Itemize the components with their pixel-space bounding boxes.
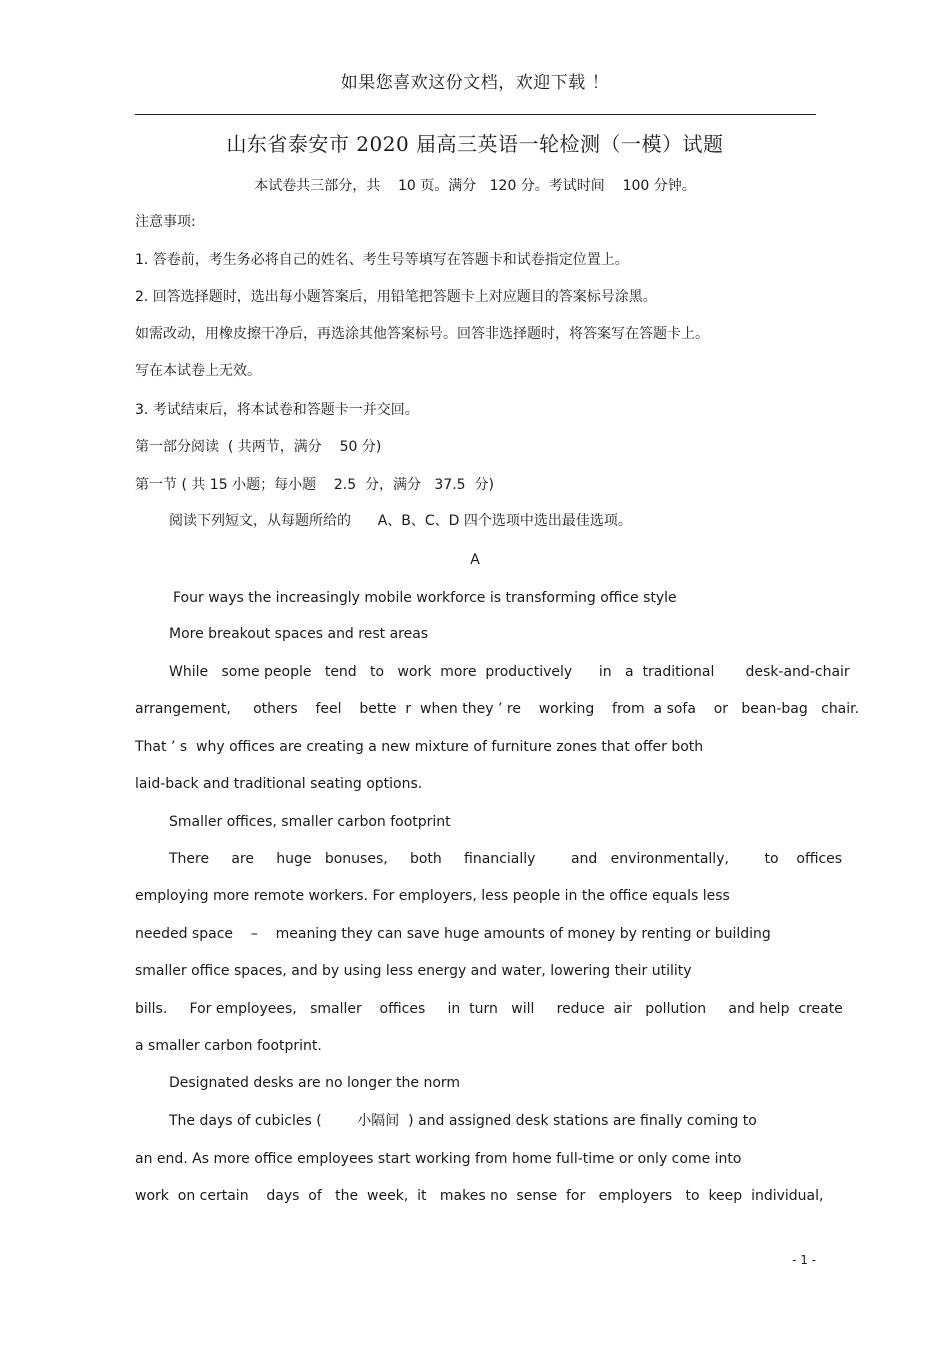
paragraph-line: That ’ s why offices are creating a new mixture of furniture zones that offer both bbox=[135, 739, 704, 755]
note-item-1: 1. 答卷前，考生务必将自己的姓名、考生号等填写在答题卡和试卷指定位置上。 bbox=[135, 252, 629, 268]
paragraph-line: While some people tend to work more productively in a traditional desk-and-chair bbox=[169, 664, 850, 680]
notes-heading: 注意事项: bbox=[135, 214, 196, 230]
header-divider bbox=[135, 114, 816, 115]
paragraph-line: an end. As more office employees start working from home full-time or only come into bbox=[135, 1151, 742, 1167]
paragraph-line: There are huge bonuses, both financially and environmentally, to offices bbox=[169, 851, 843, 867]
part1-heading: 第一部分阅读 ( 共两节，满分 50 分) bbox=[135, 439, 382, 455]
note-item-2-continued-2: 写在本试卷上无效。 bbox=[135, 363, 261, 379]
paragraph-line: a smaller carbon footprint. bbox=[135, 1038, 322, 1054]
passage-label: A bbox=[470, 552, 480, 568]
note-item-3: 3. 考试结束后，将本试卷和答题卡一并交回。 bbox=[135, 402, 419, 418]
document-title: 山东省泰安市 2020 届高三英语一轮检测（一模）试题 bbox=[226, 132, 724, 156]
note-item-2-continued: 如需改动，用橡皮擦干净后，再选涂其他答案标号。回答非选择题时，将答案写在答题卡上。 bbox=[135, 326, 709, 342]
paragraph-line: needed space – meaning they can save huge amounts of money by renting or building bbox=[135, 926, 771, 942]
reading-instruction: 阅读下列短文，从每题所给的 A、B、C、D 四个选项中选出最佳选项。 bbox=[169, 513, 632, 529]
paragraph-line: smaller office spaces, and by using less energy and water, lowering their utility bbox=[135, 963, 692, 979]
passage-subheading-2: Smaller offices, smaller carbon footprint bbox=[169, 814, 451, 830]
paragraph-line: bills. For employees, smaller offices in turn will reduce air pollution and help create bbox=[135, 1001, 843, 1017]
section1-heading: 第一节 ( 共 15 小题；每小题 2.5 分，满分 37.5 分) bbox=[135, 477, 494, 493]
paragraph-line: employing more remote workers. For employers, less people in the office equals less bbox=[135, 888, 730, 904]
paragraph-line: work on certain days of the week, it makes no sense for employers to keep individual, bbox=[135, 1188, 824, 1204]
exam-info: 本试卷共三部分，共 10 页。满分 120 分。考试时间 100 分钟。 bbox=[254, 178, 696, 194]
header-banner: 如果您喜欢这份文档，欢迎下载 ！ bbox=[340, 73, 610, 93]
note-item-2: 2. 回答选择题时，选出每小题答案后，用铅笔把答题卡上对应题目的答案标号涂黑。 bbox=[135, 289, 657, 305]
page-number: - 1 - bbox=[792, 1253, 816, 1267]
paragraph-line: laid-back and traditional seating options. bbox=[135, 776, 423, 792]
passage-subheading-1: More breakout spaces and rest areas bbox=[169, 626, 429, 642]
paragraph-line: arrangement, others feel bette r when they ’ re working from a sofa or bean-bag chair. bbox=[135, 701, 860, 717]
passage-title: Four ways the increasingly mobile workforce is transforming office style bbox=[173, 590, 677, 606]
paragraph-line: The days of cubicles ( 小隔间 ) and assigned desk stations are finally coming to bbox=[169, 1113, 757, 1129]
passage-subheading-3: Designated desks are no longer the norm bbox=[169, 1075, 461, 1091]
